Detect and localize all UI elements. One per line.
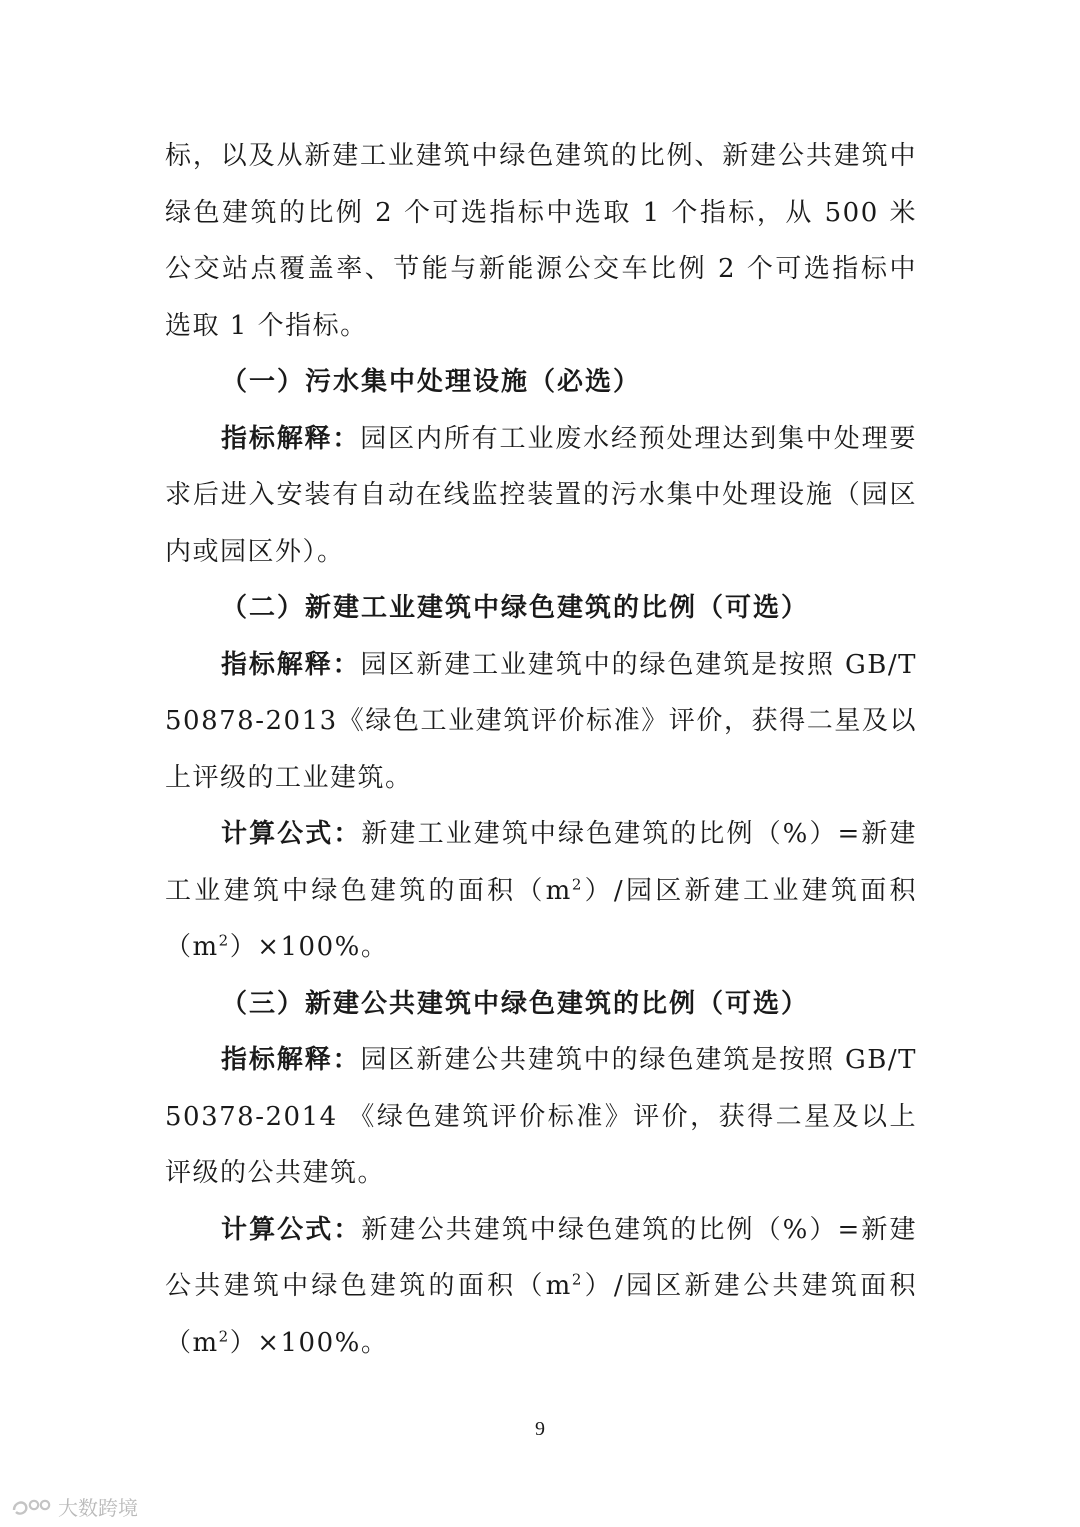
formula-text: ）×100%。 [229, 932, 389, 962]
explanation-label: 指标解释： [221, 423, 361, 454]
superscript: 2 [571, 874, 583, 893]
watermark [10, 1492, 138, 1521]
superscript: 2 [218, 931, 230, 950]
indicator-explanation-1 [165, 411, 917, 581]
section-heading-2: （二）新建工业建筑中绿色建筑的比例（可选） [221, 593, 810, 623]
explanation-label: 指标解释： [221, 1045, 361, 1075]
superscript: 2 [218, 1326, 230, 1345]
formula-paragraph-2 [165, 1202, 917, 1372]
formula-text: 新建工业建筑中绿色建筑的比例（%）=新建工业建筑中绿色建筑的面积（m [165, 819, 917, 906]
brand-logo-icon [10, 1496, 54, 1518]
formula-text: ）/园区新建公共建筑面积（m [165, 1271, 917, 1358]
formula-text: ）×100%。 [229, 1327, 389, 1358]
superscript: 2 [571, 1270, 583, 1289]
explanation-text: 园区新建公共建筑中的绿色建筑是按照 GB/T 50378-2014 《绿色建筑评价标准》评价，获得二星及以上评级的公共建筑。 [165, 1045, 917, 1188]
document-page [165, 128, 917, 1371]
formula-text: 新建公共建筑中绿色建筑的比例（%）=新建公共建筑中绿色建筑的面积（m [165, 1214, 917, 1301]
section-heading-1: （一）污水集中处理设施（必选） [221, 367, 642, 397]
formula-label: 计算公式： [221, 819, 362, 849]
indicator-explanation-2 [165, 637, 917, 807]
explanation-text: 园区新建工业建筑中的绿色建筑是按照 GB/T 50878-2013《绿色工业建筑评价标准》评价，获得二星及以上评级的工业建筑。 [165, 649, 917, 793]
explanation-text: 园区内所有工业废水经预处理达到集中处理要求后进入安装有自动在线监控装置的污水集中处理设施（园区内或园区外）。 [165, 423, 917, 567]
formula-label: 计算公式： [221, 1214, 362, 1245]
watermark-text: 大数跨境 [58, 1496, 138, 1520]
explanation-label: 指标解释： [221, 649, 361, 680]
page-number: 9 [535, 1418, 545, 1440]
body-paragraph: 标，以及从新建工业建筑中绿色建筑的比例、新建公共建筑中绿色建筑的比例 2 个可选指标中选取 1 个指标，从 500 米公交站点覆盖率、节能与新能源公交车比例 2 个可选指标中选取 1 个指标。 [165, 141, 917, 341]
formula-text: ）/园区新建工业建筑面积（m [165, 875, 917, 962]
section-heading-3: （三）新建公共建筑中绿色建筑的比例（可选） [221, 988, 810, 1019]
indicator-explanation-3 [165, 1032, 917, 1202]
formula-paragraph-1 [165, 806, 917, 976]
